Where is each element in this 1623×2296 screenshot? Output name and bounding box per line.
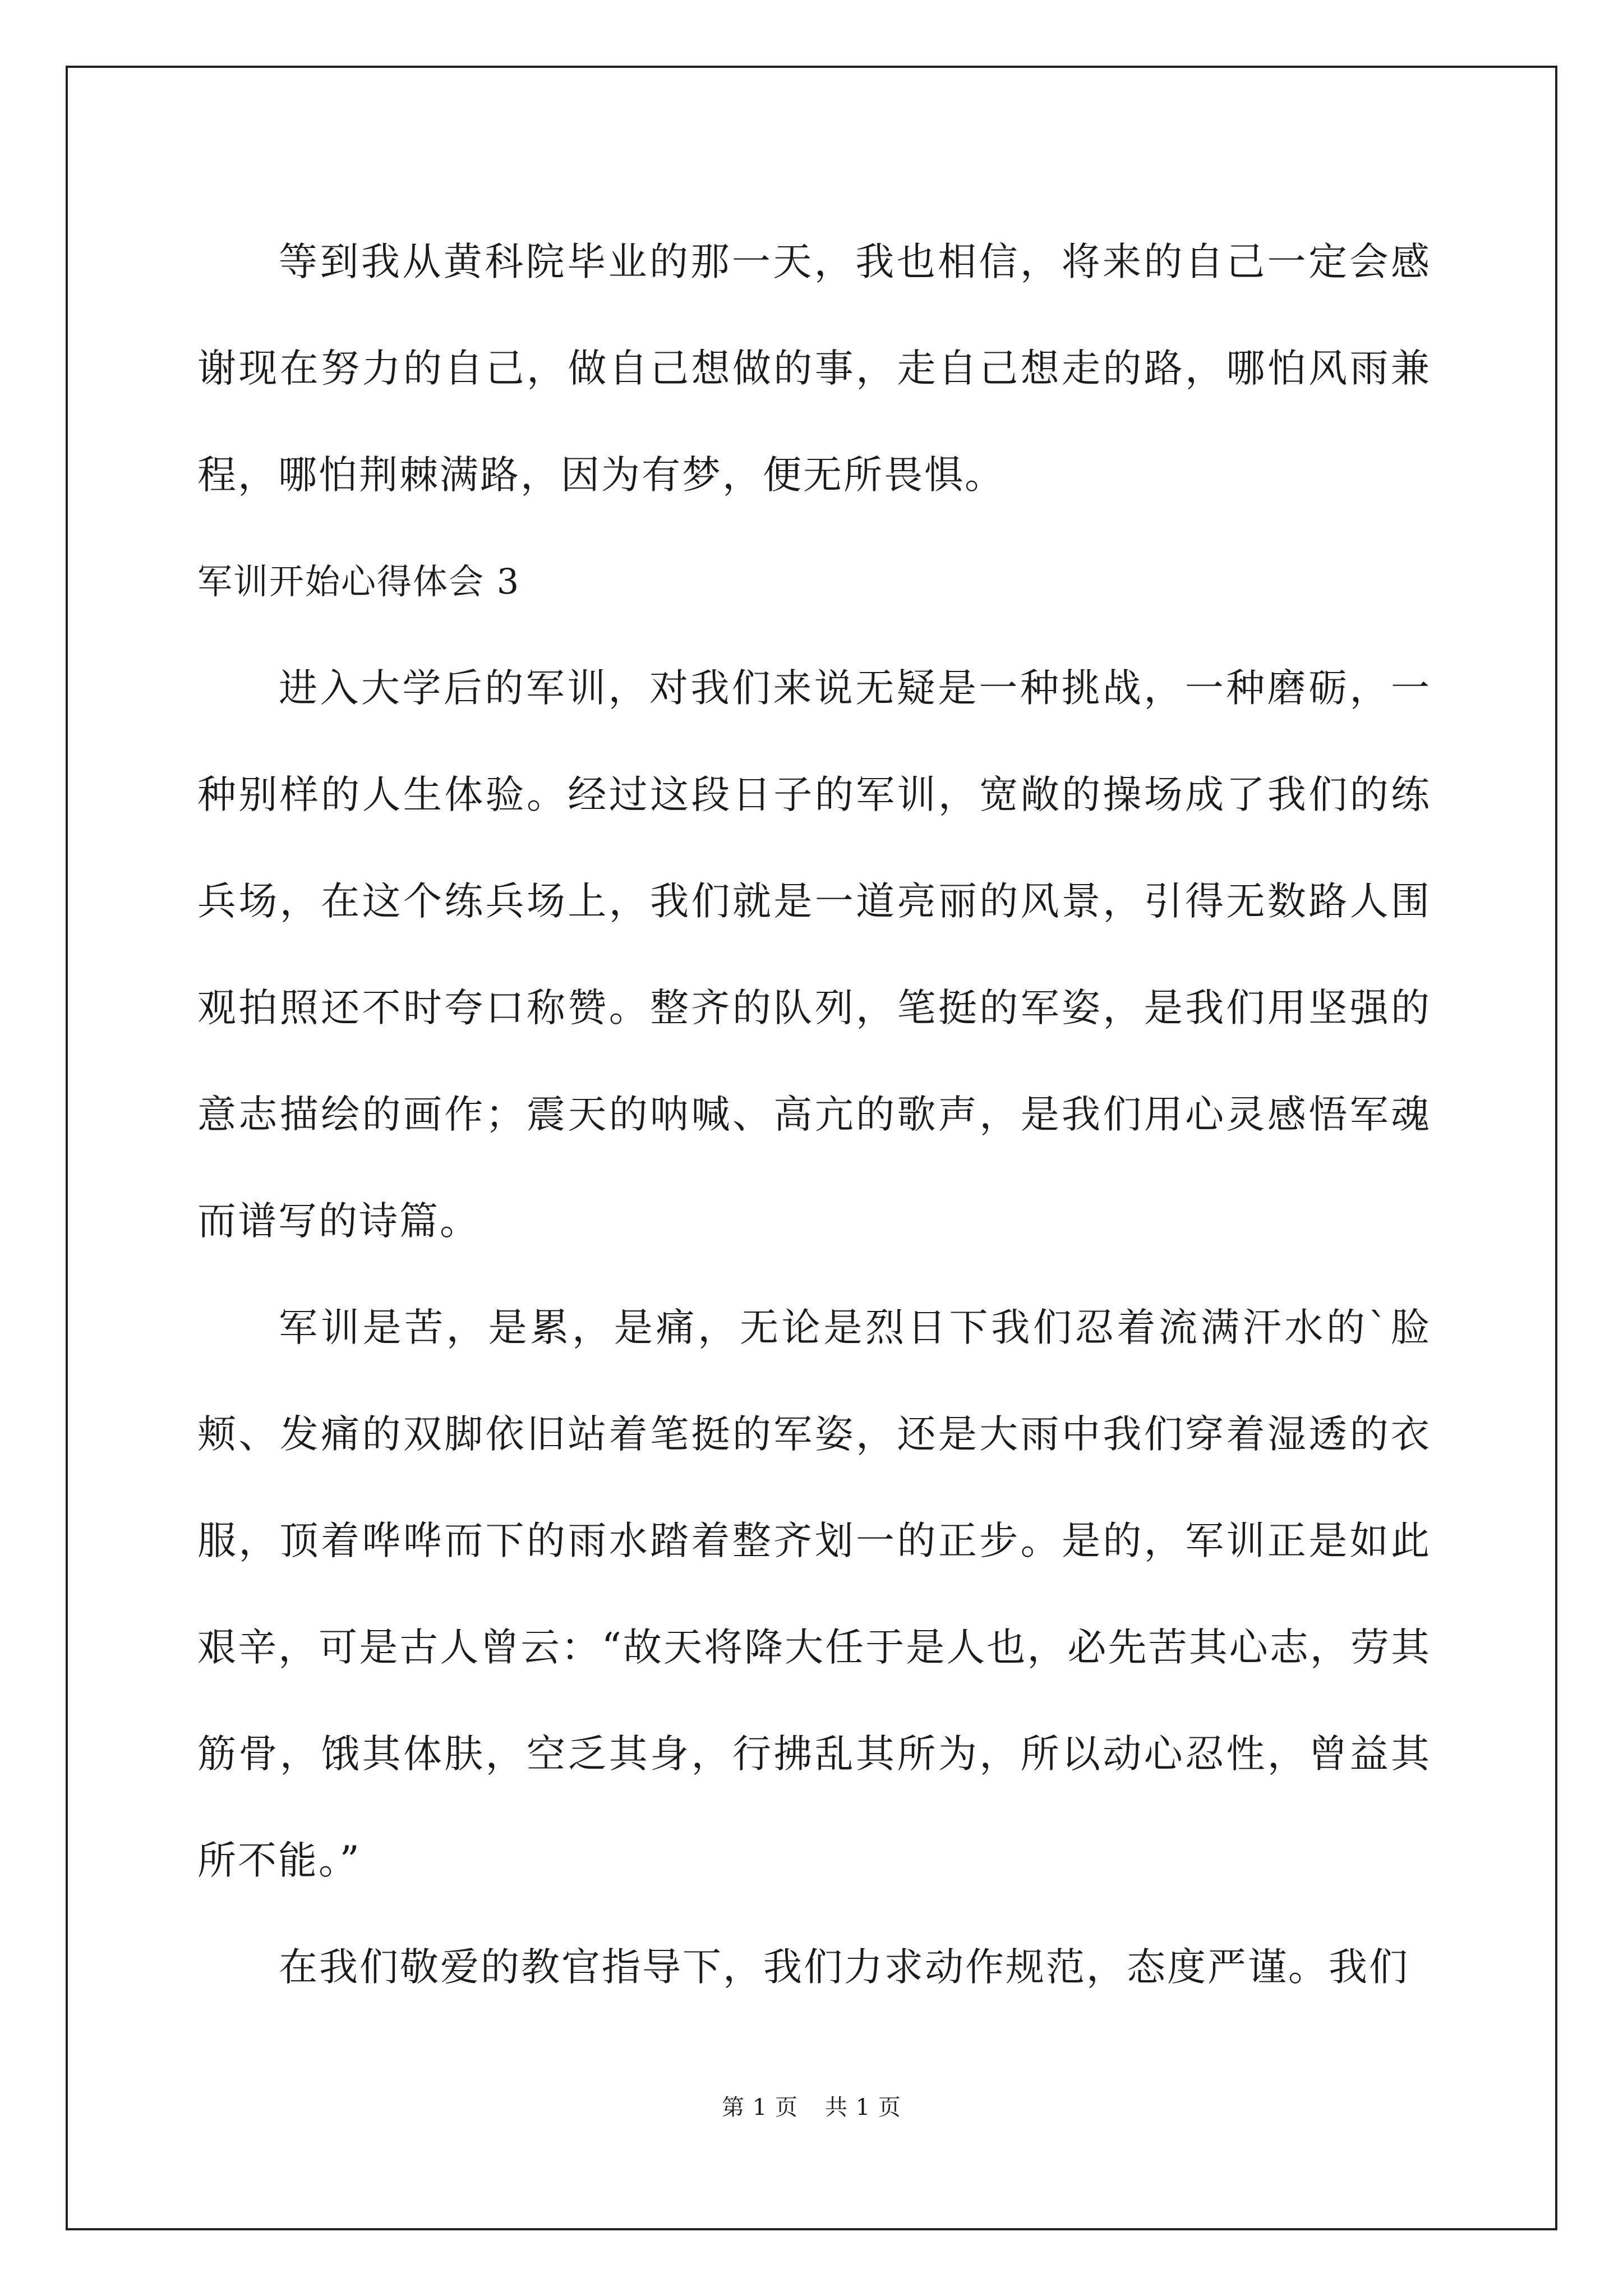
page-number: 第 1 页: [722, 2095, 798, 2120]
paragraph: 军训是苦，是累，是痛，无论是烈日下我们忍着流满汗水的`脸颊、发痛的双脚依旧站着笔挺的军姿，还是大雨中我们穿着湿透的衣服，顶着哗哗而下的雨水踏着整齐划一的正步。是的，军训正是如此艰辛，可是古人曾云：“故天将降大任于是人也，必先苦其心志，劳其筋骨，饿其体肤，空乏其身，行拂乱其所为，所以动心忍性，曾益其所不能。”: [197, 1305, 1431, 1883]
section-title: 军训开始心得体会 3: [197, 561, 520, 602]
paragraph: 等到我从黄科院毕业的那一天，我也相信，将来的自己一定会感谢现在努力的自己，做自己想做的事，走自己想走的路，哪怕风雨兼程，哪怕荆棘满路，因为有梦，便无所畏惧。: [197, 240, 1431, 498]
document-body: [197, 209, 1431, 2021]
page-total: 共 1 页: [825, 2095, 901, 2120]
page-footer: [0, 2091, 1623, 2124]
paragraph: 在我们敬爱的教官指导下，我们力求动作规范，态度严谨。我们: [279, 1945, 1409, 1990]
paragraph: 进入大学后的军训，对我们来说无疑是一种挑战，一种磨砺，一种别样的人生体验。经过这段日子的军训，宽敞的操场成了我们的练兵场，在这个练兵场上，我们就是一道亮丽的风景，引得无数路人围观拍照还不时夸口称赞。整齐的队列，笔挺的军姿，是我们用坚强的意志描绘的画作；震天的呐喊、高亢的歌声，是我们用心灵感悟军魂而谱写的诗篇。: [197, 666, 1431, 1244]
